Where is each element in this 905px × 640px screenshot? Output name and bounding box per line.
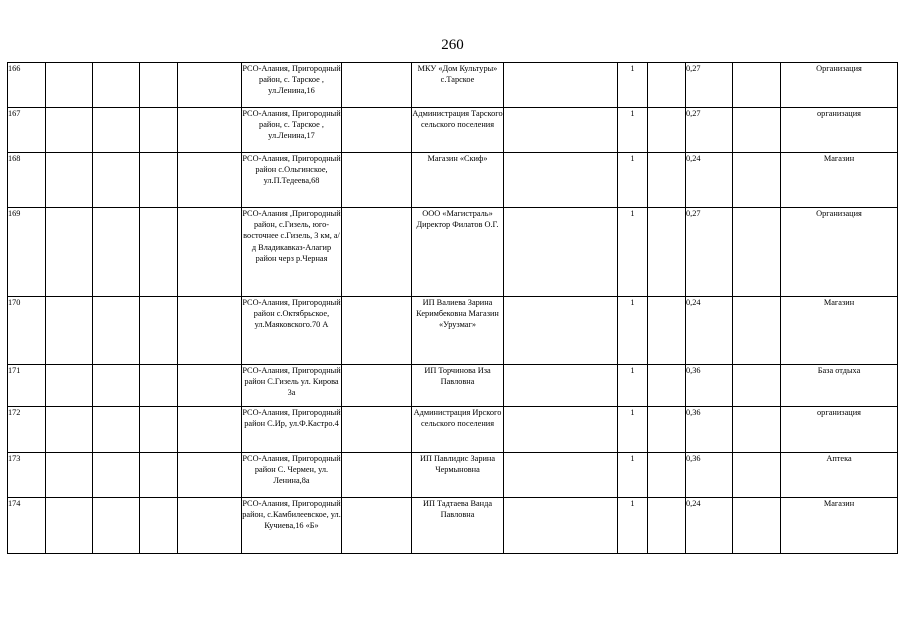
category-cell: Магазин	[781, 498, 898, 554]
table-row	[8, 208, 898, 297]
empty-cell	[93, 498, 140, 554]
empty-cell	[46, 407, 93, 453]
empty-cell	[140, 153, 178, 208]
empty-cell	[140, 108, 178, 153]
quantity-cell: 1	[618, 498, 648, 554]
empty-cell	[733, 153, 781, 208]
row-number: 169	[8, 208, 46, 297]
category-cell: Организация	[781, 208, 898, 297]
table-row	[8, 108, 898, 153]
empty-cell	[504, 453, 618, 498]
empty-cell	[93, 453, 140, 498]
empty-cell	[342, 453, 412, 498]
table-row	[8, 365, 898, 407]
empty-cell	[733, 498, 781, 554]
organization-cell: ООО «Магистраль» Директор Филатов О.Г.	[412, 208, 504, 297]
empty-cell	[504, 297, 618, 365]
quantity-cell: 1	[618, 365, 648, 407]
organization-cell: Администрация Ирского сельского поселения	[412, 407, 504, 453]
empty-cell	[93, 407, 140, 453]
table-row	[8, 498, 898, 554]
empty-cell	[648, 153, 686, 208]
organization-cell: МКУ «Дом Культуры» с.Тарское	[412, 63, 504, 108]
empty-cell	[46, 208, 93, 297]
empty-cell	[648, 208, 686, 297]
organization-cell: ИП Павлидис Зарина Чермыновна	[412, 453, 504, 498]
address-cell: РСО-Алания, Пригородный район, с.Камбилеевское, ул. Кучиева,16 «Б»	[242, 498, 342, 554]
empty-cell	[140, 63, 178, 108]
quantity-cell: 1	[618, 108, 648, 153]
empty-cell	[733, 453, 781, 498]
empty-cell	[342, 153, 412, 208]
table-row	[8, 63, 898, 108]
empty-cell	[178, 407, 242, 453]
category-cell: Магазин	[781, 297, 898, 365]
empty-cell	[46, 365, 93, 407]
value-cell: 0,27	[686, 108, 733, 153]
empty-cell	[504, 63, 618, 108]
value-cell: 0,24	[686, 297, 733, 365]
empty-cell	[342, 498, 412, 554]
row-number: 172	[8, 407, 46, 453]
category-cell: Аптека	[781, 453, 898, 498]
organization-cell: ИП Тадтаева Ванда Павловна	[412, 498, 504, 554]
row-number: 171	[8, 365, 46, 407]
empty-cell	[342, 407, 412, 453]
empty-cell	[46, 153, 93, 208]
registry-table	[7, 62, 898, 554]
table-row	[8, 407, 898, 453]
empty-cell	[733, 297, 781, 365]
table-row	[8, 453, 898, 498]
empty-cell	[342, 208, 412, 297]
organization-cell: ИП Торчинова Иза Павловна	[412, 365, 504, 407]
empty-cell	[648, 297, 686, 365]
empty-cell	[342, 365, 412, 407]
row-number: 173	[8, 453, 46, 498]
empty-cell	[93, 365, 140, 407]
empty-cell	[93, 108, 140, 153]
value-cell: 0,36	[686, 407, 733, 453]
empty-cell	[504, 208, 618, 297]
row-number: 166	[8, 63, 46, 108]
organization-cell: ИП Валиева Зарина Керимбековна Магазин «Урузмаг»	[412, 297, 504, 365]
empty-cell	[178, 63, 242, 108]
empty-cell	[46, 498, 93, 554]
empty-cell	[733, 63, 781, 108]
quantity-cell: 1	[618, 63, 648, 108]
empty-cell	[178, 453, 242, 498]
value-cell: 0,24	[686, 153, 733, 208]
empty-cell	[46, 297, 93, 365]
value-cell: 0,24	[686, 498, 733, 554]
table-row	[8, 153, 898, 208]
quantity-cell: 1	[618, 153, 648, 208]
empty-cell	[140, 407, 178, 453]
address-cell: РСО-Алания, Пригородный район С.Гизель ул. Кирова 3а	[242, 365, 342, 407]
row-number: 167	[8, 108, 46, 153]
empty-cell	[342, 297, 412, 365]
category-cell: Магазин	[781, 153, 898, 208]
category-cell: организация	[781, 108, 898, 153]
category-cell: Организация	[781, 63, 898, 108]
table-row	[8, 297, 898, 365]
empty-cell	[93, 153, 140, 208]
empty-cell	[178, 208, 242, 297]
empty-cell	[504, 365, 618, 407]
empty-cell	[46, 63, 93, 108]
empty-cell	[93, 208, 140, 297]
row-number: 174	[8, 498, 46, 554]
empty-cell	[178, 297, 242, 365]
empty-cell	[140, 498, 178, 554]
address-cell: РСО-Алания, Пригородный район С. Чермен, ул. Ленина,8а	[242, 453, 342, 498]
empty-cell	[93, 63, 140, 108]
quantity-cell: 1	[618, 407, 648, 453]
empty-cell	[648, 365, 686, 407]
empty-cell	[178, 153, 242, 208]
empty-cell	[342, 108, 412, 153]
address-cell: РСО-Алания ,Пригородный район, с.Гизель, юго-восточнее с.Гизель, 3 км, а/д Владикавказ-Алагир район черз р.Черная	[242, 208, 342, 297]
empty-cell	[733, 407, 781, 453]
empty-cell	[140, 208, 178, 297]
value-cell: 0,36	[686, 365, 733, 407]
empty-cell	[733, 208, 781, 297]
value-cell: 0,27	[686, 63, 733, 108]
empty-cell	[733, 365, 781, 407]
empty-cell	[178, 498, 242, 554]
row-number: 170	[8, 297, 46, 365]
empty-cell	[93, 297, 140, 365]
value-cell: 0,36	[686, 453, 733, 498]
empty-cell	[140, 453, 178, 498]
quantity-cell: 1	[618, 297, 648, 365]
value-cell: 0,27	[686, 208, 733, 297]
empty-cell	[733, 108, 781, 153]
empty-cell	[178, 365, 242, 407]
page-number: 260	[441, 37, 464, 53]
empty-cell	[46, 108, 93, 153]
category-cell: База отдыха	[781, 365, 898, 407]
empty-cell	[648, 63, 686, 108]
empty-cell	[504, 407, 618, 453]
empty-cell	[504, 153, 618, 208]
address-cell: РСО-Алания, Пригородный район с.Ольгинское, ул.П.Тедеева,68	[242, 153, 342, 208]
empty-cell	[342, 63, 412, 108]
organization-cell: Магазин «Скиф»	[412, 153, 504, 208]
empty-cell	[648, 453, 686, 498]
quantity-cell: 1	[618, 453, 648, 498]
address-cell: РСО-Алания, Пригородный район, с. Тарское , ул.Ленина,17	[242, 108, 342, 153]
category-cell: организация	[781, 407, 898, 453]
empty-cell	[140, 297, 178, 365]
address-cell: РСО-Алания, Пригородный район С.Ир, ул.Ф.Кастро.4	[242, 407, 342, 453]
empty-cell	[46, 453, 93, 498]
table-body	[8, 63, 898, 554]
empty-cell	[504, 498, 618, 554]
empty-cell	[504, 108, 618, 153]
empty-cell	[648, 498, 686, 554]
empty-cell	[140, 365, 178, 407]
empty-cell	[178, 108, 242, 153]
address-cell: РСО-Алания, Пригородный район, с. Тарское , ул.Ленина,16	[242, 63, 342, 108]
organization-cell: Администрация Тарского сельского поселения	[412, 108, 504, 153]
address-cell: РСО-Алания, Пригородный район с.Октябрьское, ул.Маяковского.70 А	[242, 297, 342, 365]
row-number: 168	[8, 153, 46, 208]
empty-cell	[648, 407, 686, 453]
empty-cell	[648, 108, 686, 153]
quantity-cell: 1	[618, 208, 648, 297]
